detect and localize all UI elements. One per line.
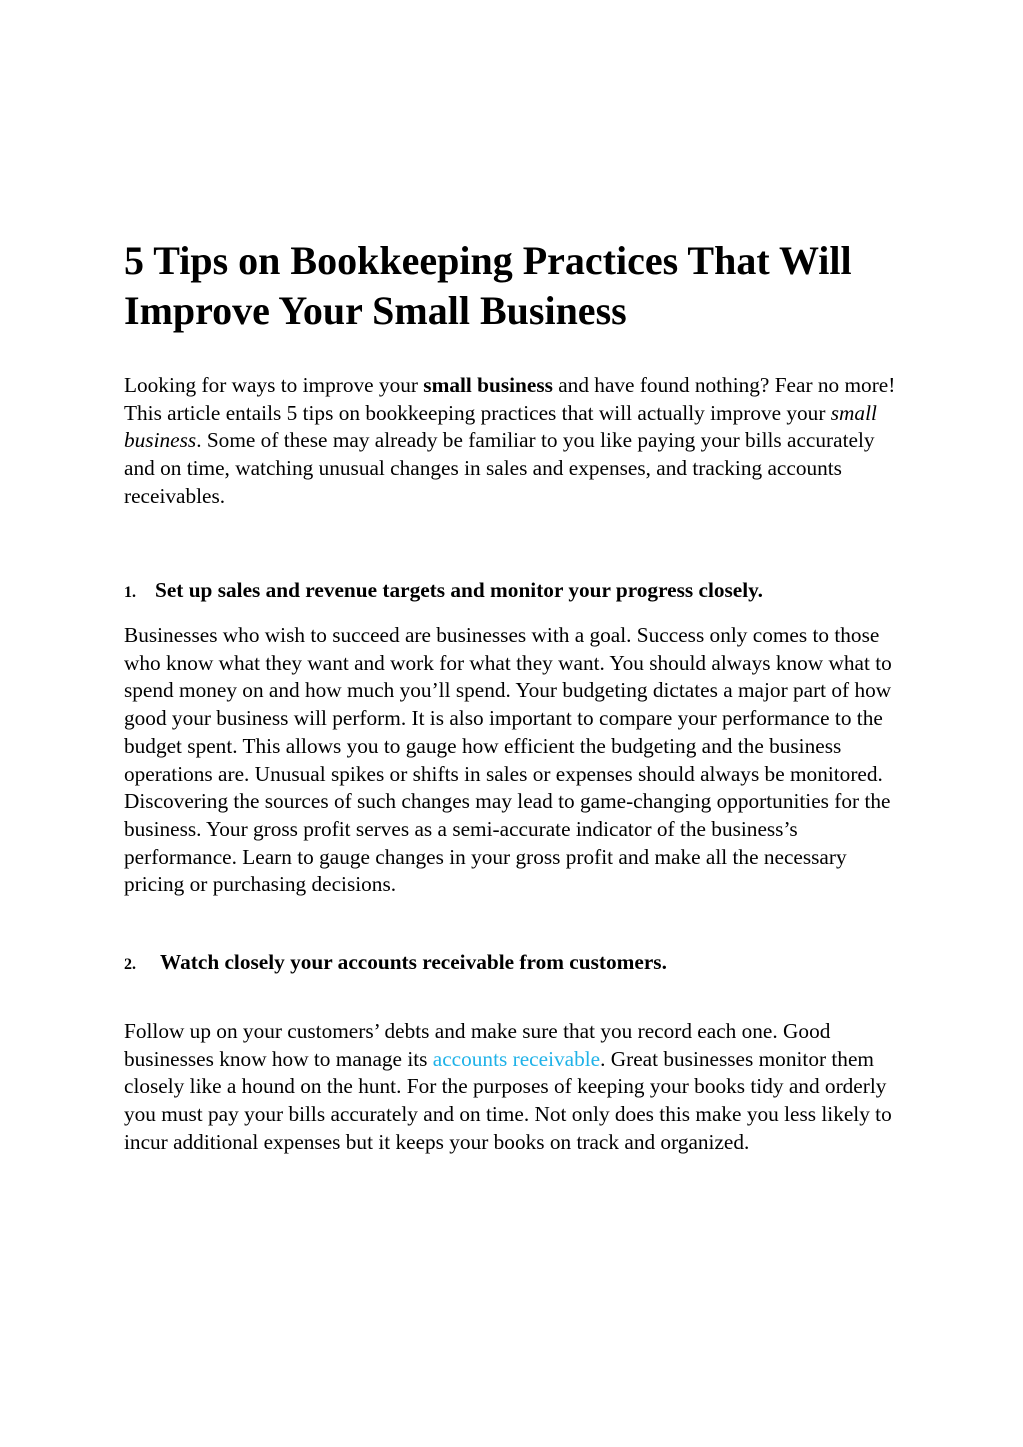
intro-text-1: Looking for ways to improve your [124,373,424,397]
section-2-heading [124,948,904,979]
accounts-receivable-link[interactable]: accounts receivable [432,1046,601,1071]
section-2-body-text-1: Follow up on your customers’ debts and make sure that you record each one. Good businesses know how to manage its [124,1019,831,1071]
section-1-number: 1. [124,584,136,601]
intro-paragraph [124,372,904,511]
section-2-body [124,1018,904,1157]
section-2-body-text-2: . Great businesses monitor them closely like a hound on the hunt. For the purposes of keeping your books tidy and orderly you must pay your bills accurately and on time. Not only does this make you less likely to incur additional expenses but it keeps your books on track and organized. [124,1046,892,1154]
section-1-heading [124,576,904,607]
section-2-heading-text: Watch closely your accounts receivable from customers. [160,950,667,974]
intro-bold-text: small business [423,373,553,397]
intro-text-2: and have found nothing? Fear no more! This article entails 5 tips on bookkeeping practices that will actually improve your [124,373,896,425]
section-1-heading-text: Set up sales and revenue targets and monitor your progress closely. [155,578,763,602]
intro-text-3: . Some of these may already be familiar to you like paying your bills accurately and on time, watching unusual changes in sales and expenses, and tracking accounts receivables. [124,428,875,508]
section-1-body: Businesses who wish to succeed are businesses with a goal. Success only comes to those who know what they want and work for what they want. You should always know what to spend money on and how much you’ll spend. Your budgeting dictates a major part of how good your business will perform. It is also important to compare your performance to the budget spent. This allows you to gauge how efficient the budgeting and the business operations are. Unusual spikes or shifts in sales or expenses should always be monitored. Discovering the sources of such changes may lead to game-changing opportunities for the business. Your gross profit serves as a semi-accurate indicator of the business’s performance. Learn to gauge changes in your gross profit and make all the necessary pricing or purchasing decisions. [124,623,892,897]
intro-italic-text: small business [124,400,877,453]
page-title: 5 Tips on Bookkeeping Practices That Will Improve Your Small Business [124,238,852,333]
section-2-number: 2. [124,956,136,973]
